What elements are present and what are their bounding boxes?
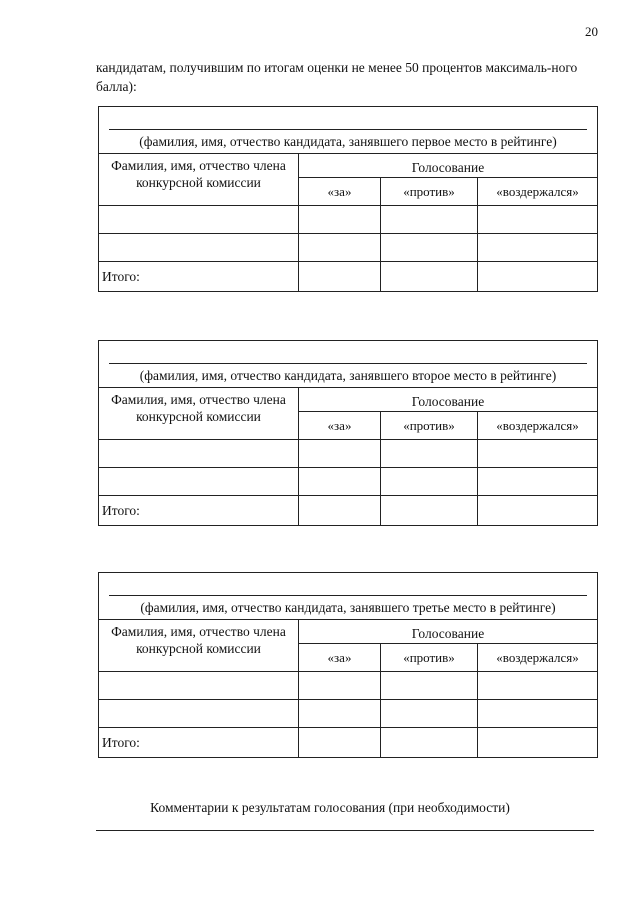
vote-abstain-cell[interactable] — [478, 206, 598, 234]
vote-for-cell[interactable] — [299, 700, 381, 728]
option-for: «за» — [299, 178, 381, 206]
total-for-cell[interactable] — [299, 728, 381, 758]
total-row — [99, 262, 598, 292]
option-for: «за» — [299, 412, 381, 440]
vote-for-cell[interactable] — [299, 234, 381, 262]
candidate-name-line — [109, 595, 587, 596]
candidate-caption: (фамилия, имя, отчество кандидата, занявшего первое место в рейтинге) — [139, 134, 557, 149]
vote-against-cell[interactable] — [381, 206, 478, 234]
table-row — [99, 672, 598, 700]
vote-against-cell[interactable] — [381, 440, 478, 468]
vote-abstain-cell[interactable] — [478, 234, 598, 262]
vote-for-cell[interactable] — [299, 468, 381, 496]
option-against: «против» — [381, 178, 478, 206]
total-against-cell[interactable] — [381, 262, 478, 292]
vote-abstain-cell[interactable] — [478, 672, 598, 700]
member-name-cell[interactable] — [99, 234, 299, 262]
voting-column-header: Голосование — [299, 388, 598, 412]
total-row — [99, 496, 598, 526]
candidate-caption: (фамилия, имя, отчество кандидата, занявшего второе место в рейтинге) — [139, 368, 557, 383]
candidate-name-cell[interactable] — [99, 573, 598, 620]
candidate-name-cell[interactable] — [99, 107, 598, 154]
candidate-name-line — [109, 363, 587, 364]
voting-column-header: Голосование — [299, 620, 598, 644]
voting-table-third-place — [98, 572, 598, 758]
member-name-cell[interactable] — [99, 440, 299, 468]
total-abstain-cell[interactable] — [478, 728, 598, 758]
option-abstain: «воздержался» — [478, 644, 598, 672]
member-name-cell[interactable] — [99, 672, 299, 700]
table-row — [99, 234, 598, 262]
comments-heading: Комментарии к результатам голосования (при необходимости) — [150, 800, 510, 815]
total-against-cell[interactable] — [381, 728, 478, 758]
vote-for-cell[interactable] — [299, 440, 381, 468]
vote-for-cell[interactable] — [299, 206, 381, 234]
voting-table-second-place — [98, 340, 598, 526]
member-column-header: Фамилия, имя, отчество члена конкурсной комиссии — [99, 620, 299, 672]
table-row — [99, 440, 598, 468]
total-for-cell[interactable] — [299, 262, 381, 292]
total-label: Итого: — [99, 728, 299, 758]
option-abstain: «воздержался» — [478, 178, 598, 206]
total-abstain-cell[interactable] — [478, 262, 598, 292]
vote-against-cell[interactable] — [381, 672, 478, 700]
vote-for-cell[interactable] — [299, 672, 381, 700]
total-label: Итого: — [99, 262, 299, 292]
vote-abstain-cell[interactable] — [478, 700, 598, 728]
member-column-header: Фамилия, имя, отчество члена конкурсной комиссии — [99, 154, 299, 206]
table-row — [99, 206, 598, 234]
candidate-name-line — [109, 129, 587, 130]
option-against: «против» — [381, 412, 478, 440]
member-name-cell[interactable] — [99, 206, 299, 234]
page-number: 20 — [585, 24, 598, 39]
total-row — [99, 728, 598, 758]
voting-table-first-place — [98, 106, 598, 292]
total-label: Итого: — [99, 496, 299, 526]
table-row — [99, 468, 598, 496]
member-column-header: Фамилия, имя, отчество члена конкурсной комиссии — [99, 388, 299, 440]
option-abstain: «воздержался» — [478, 412, 598, 440]
member-name-cell[interactable] — [99, 468, 299, 496]
vote-abstain-cell[interactable] — [478, 468, 598, 496]
vote-abstain-cell[interactable] — [478, 440, 598, 468]
candidate-name-cell[interactable] — [99, 341, 598, 388]
option-for: «за» — [299, 644, 381, 672]
member-name-cell[interactable] — [99, 700, 299, 728]
comments-line[interactable] — [96, 830, 594, 831]
vote-against-cell[interactable] — [381, 468, 478, 496]
candidate-caption: (фамилия, имя, отчество кандидата, занявшего третье место в рейтинге) — [140, 600, 556, 615]
total-against-cell[interactable] — [381, 496, 478, 526]
table-row — [99, 700, 598, 728]
total-abstain-cell[interactable] — [478, 496, 598, 526]
vote-against-cell[interactable] — [381, 700, 478, 728]
total-for-cell[interactable] — [299, 496, 381, 526]
intro-paragraph: кандидатам, получившим по итогам оценки не менее 50 процентов максималь-ного балла): — [96, 60, 578, 94]
voting-column-header: Голосование — [299, 154, 598, 178]
option-against: «против» — [381, 644, 478, 672]
vote-against-cell[interactable] — [381, 234, 478, 262]
